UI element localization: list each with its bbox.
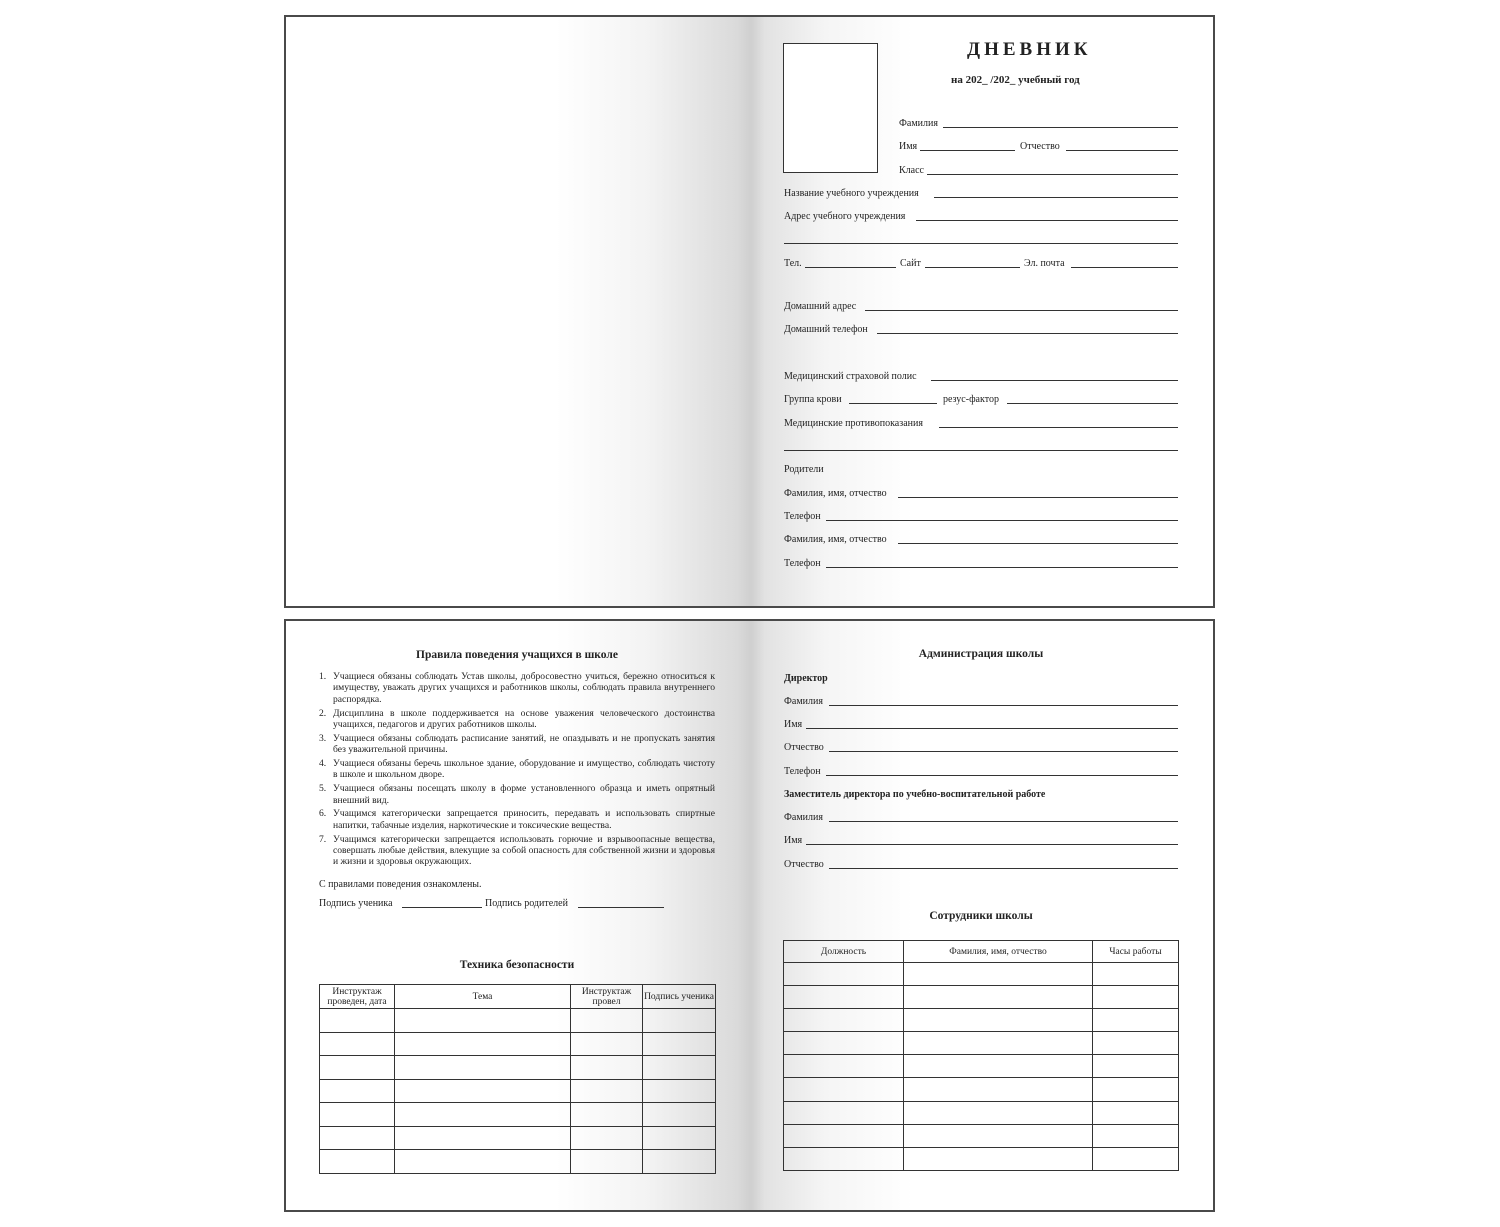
administration-page <box>751 621 1215 1210</box>
rule-item: 3. Учащиеся обязаны соблюдать расписание занятий, не опаздывать и не пропускать занятия без уважительной причины. <box>319 732 715 756</box>
column-header: Инструктаж проведен, дата <box>320 985 395 1009</box>
home-address-field[interactable] <box>865 310 1178 311</box>
spread-cover <box>284 15 1215 608</box>
student-signature-field[interactable] <box>402 907 482 908</box>
staff-table <box>783 940 1179 1171</box>
parents-label: Родители <box>784 464 824 475</box>
acknowledged-text: С правилами поведения ознакомлены. <box>319 879 482 890</box>
parent-phone-1-label: Телефон <box>784 511 821 522</box>
patronymic-label: Отчество <box>1020 141 1060 152</box>
table-row[interactable] <box>320 1032 716 1056</box>
rule-item: 2. Дисциплина в школе поддерживается на основе уважения человеческого достоинства учащихся, педагогов и других работников школы. <box>319 707 715 731</box>
administration-title: Администрация школы <box>918 648 1044 660</box>
parent-fio-1-field[interactable] <box>898 497 1178 498</box>
column-header: Часы работы <box>1093 941 1179 963</box>
school-address-field[interactable] <box>916 220 1178 221</box>
surname-label: Фамилия <box>899 118 938 129</box>
parent-phone-2-label: Телефон <box>784 558 821 569</box>
home-address-label: Домашний адрес <box>784 301 857 312</box>
dir-name-label: Имя <box>784 719 803 730</box>
dep-patronymic-label: Отчество <box>784 859 824 870</box>
email-field[interactable] <box>1071 267 1178 268</box>
table-row[interactable] <box>784 1055 1179 1078</box>
safety-title: Техника безопасности <box>459 959 575 971</box>
spread-rules <box>284 619 1215 1212</box>
dir-phone-field[interactable] <box>826 775 1178 776</box>
parent-signature-field[interactable] <box>578 907 664 908</box>
rule-item: 1. Учащиеся обязаны соблюдать Устав школы, добросовестно учиться, бережно относиться к имуществу, уважать других учащихся и работников школы, соблюдать правила внутреннего распорядка. <box>319 671 715 705</box>
table-row[interactable] <box>320 1009 716 1033</box>
table-row[interactable] <box>320 1103 716 1127</box>
school-name-field[interactable] <box>934 197 1178 198</box>
parent-signature-label: Подпись родителей <box>485 898 568 909</box>
class-label: Класс <box>899 165 924 176</box>
home-phone-field[interactable] <box>877 333 1178 334</box>
rule-item: 5. Учащиеся обязаны посещать школу в форме установленного образца и иметь опрятный внешний вид. <box>319 783 715 806</box>
table-row[interactable] <box>320 1056 716 1080</box>
director-heading: Директор <box>784 673 828 684</box>
tel-label: Тел. <box>784 258 802 269</box>
parent-fio-1-label: Фамилия, имя, отчество <box>784 488 887 499</box>
home-phone-label: Домашний телефон <box>784 324 868 335</box>
table-row[interactable] <box>320 1079 716 1103</box>
deputy-heading: Заместитель директора по учебно-воспитательной работе <box>784 789 1046 800</box>
surname-field[interactable] <box>943 127 1178 128</box>
site-label: Сайт <box>900 258 921 269</box>
insurance-label: Медицинский страховой полис <box>784 371 917 382</box>
blood-group-field[interactable] <box>849 403 937 404</box>
dep-surname-label: Фамилия <box>784 812 823 823</box>
table-row[interactable] <box>320 1126 716 1150</box>
contraindications-field[interactable] <box>939 427 1178 428</box>
dep-surname-field[interactable] <box>829 821 1178 822</box>
staff-title: Сотрудники школы <box>929 910 1033 922</box>
parent-phone-2-field[interactable] <box>826 567 1178 568</box>
tel-field[interactable] <box>805 267 896 268</box>
table-row[interactable] <box>784 1032 1179 1055</box>
academic-year: на 202_ /202_ учебный год <box>951 74 1080 86</box>
dep-patronymic-field[interactable] <box>829 868 1178 869</box>
column-header: Должность <box>784 941 904 963</box>
column-header: Фамилия, имя, отчество <box>904 941 1093 963</box>
column-header: Тема <box>395 985 571 1009</box>
table-row[interactable] <box>784 1078 1179 1101</box>
parent-fio-2-label: Фамилия, имя, отчество <box>784 534 887 545</box>
rules-list <box>319 671 715 870</box>
email-label: Эл. почта <box>1024 258 1065 269</box>
dir-surname-label: Фамилия <box>784 696 823 707</box>
dep-name-field[interactable] <box>806 844 1178 845</box>
diary-title: ДНЕВНИК <box>967 39 1092 60</box>
dir-patronymic-field[interactable] <box>829 751 1178 752</box>
dir-name-field[interactable] <box>806 728 1178 729</box>
contraindications-field-2[interactable] <box>784 450 1178 451</box>
rule-item: 4. Учащиеся обязаны беречь школьное здание, оборудование и имущество, соблюдать чистоту в школе и школьном дворе. <box>319 758 715 781</box>
table-row[interactable] <box>784 1124 1179 1147</box>
parent-fio-2-field[interactable] <box>898 543 1178 544</box>
photo-box <box>783 43 878 173</box>
parent-phone-1-field[interactable] <box>826 520 1178 521</box>
table-row[interactable] <box>784 1101 1179 1124</box>
name-label: Имя <box>899 141 918 152</box>
dep-name-label: Имя <box>784 835 803 846</box>
patronymic-field[interactable] <box>1066 150 1178 151</box>
table-row[interactable] <box>320 1150 716 1174</box>
rule-item: 7. Учащимся категорически запрещается использовать горючие и взрывоопасные вещества, совершать любые действия, влекущие за собой опасность для собственной жизни и здоровья и жизни и здоровья окружающих. <box>319 833 715 868</box>
rules-title: Правила поведения учащихся в школе <box>416 649 618 661</box>
column-header: Инструктаж провел <box>571 985 643 1009</box>
table-row[interactable] <box>784 963 1179 986</box>
student-info-page <box>751 17 1215 606</box>
contraindications-label: Медицинские противопоказания <box>784 418 923 429</box>
school-name-label: Название учебного учреждения <box>784 188 919 199</box>
blood-group-label: Группа крови <box>784 394 842 405</box>
site-field[interactable] <box>925 267 1020 268</box>
dir-patronymic-label: Отчество <box>784 742 824 753</box>
class-field[interactable] <box>927 174 1178 175</box>
rules-page <box>286 621 751 1210</box>
rh-factor-label: резус-фактор <box>943 394 999 405</box>
school-address-field-2[interactable] <box>784 243 1178 244</box>
rh-factor-field[interactable] <box>1007 403 1178 404</box>
school-address-label: Адрес учебного учреждения <box>784 211 906 222</box>
safety-table <box>319 984 716 1174</box>
student-signature-label: Подпись ученика <box>319 898 393 909</box>
column-header: Подпись ученика <box>643 985 716 1009</box>
name-field[interactable] <box>920 150 1015 151</box>
dir-surname-field[interactable] <box>829 705 1178 706</box>
rule-item: 6. Учащимся категорически запрещается приносить, передавать и использовать спиртные напитки, табачные изделия, наркотические и токсические вещества. <box>319 808 715 831</box>
inside-cover-page <box>286 17 751 606</box>
table-row[interactable] <box>784 1009 1179 1032</box>
table-header-row <box>784 941 1179 963</box>
table-row[interactable] <box>784 1147 1179 1170</box>
table-row[interactable] <box>784 986 1179 1009</box>
table-header-row <box>320 985 716 1009</box>
insurance-field[interactable] <box>931 380 1178 381</box>
dir-phone-label: Телефон <box>784 766 821 777</box>
